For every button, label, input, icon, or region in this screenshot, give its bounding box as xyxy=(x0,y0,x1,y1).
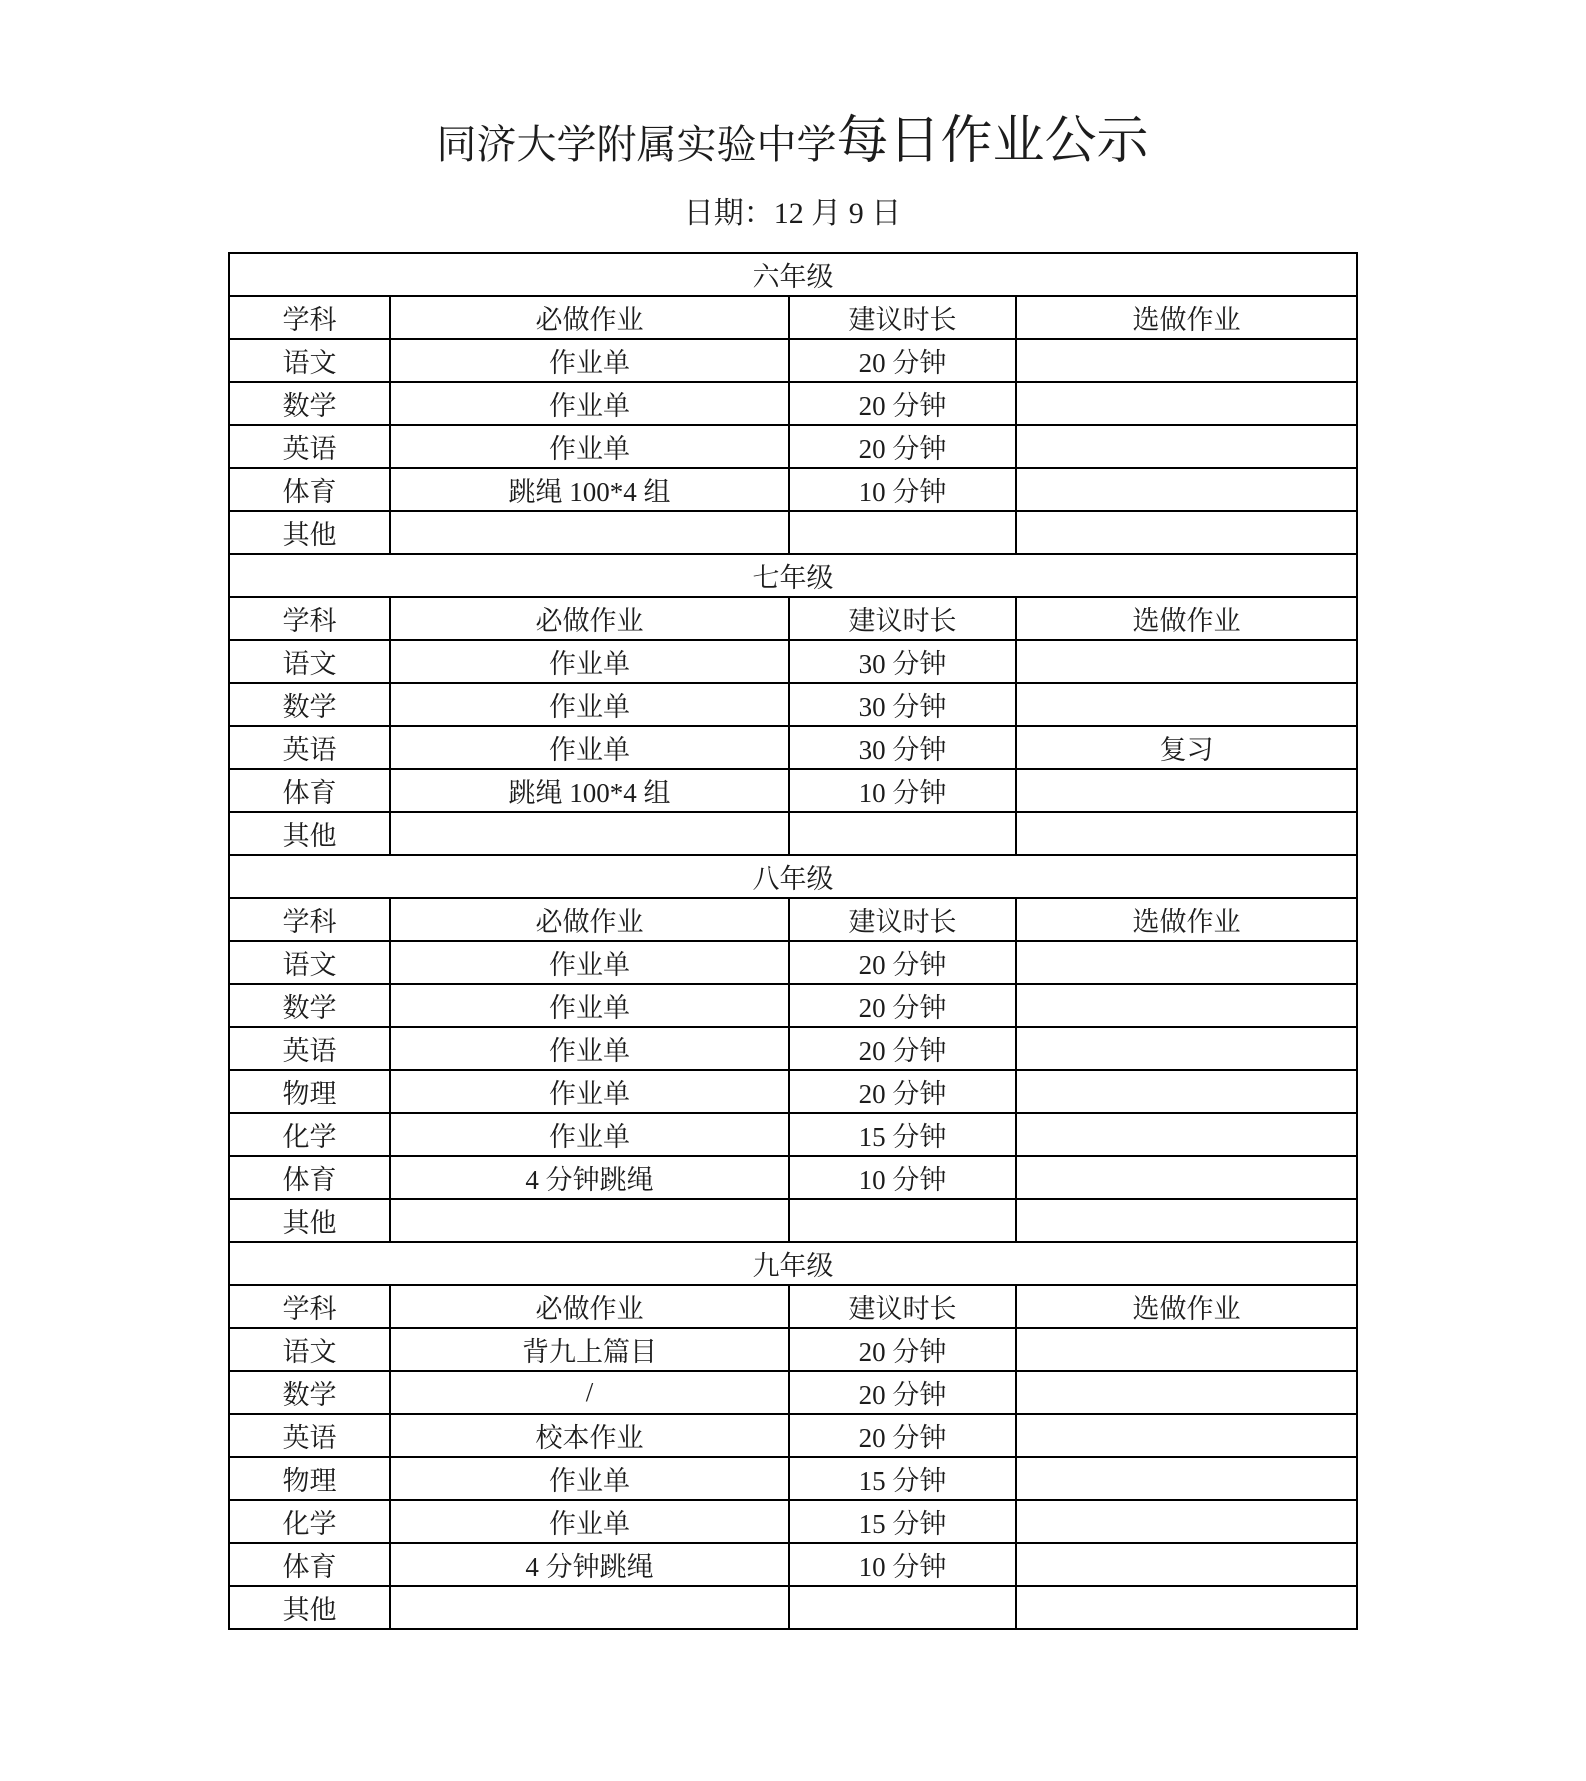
table-row xyxy=(229,1113,1357,1156)
cell-optional xyxy=(1016,769,1357,812)
column-header: 选做作业 xyxy=(1016,898,1357,941)
table-row xyxy=(229,1457,1357,1500)
cell-optional: 复习 xyxy=(1016,726,1357,769)
cell-required: 4 分钟跳绳 xyxy=(390,1156,789,1199)
page-title xyxy=(228,112,1357,172)
cell-subject: 英语 xyxy=(229,425,390,468)
cell-required xyxy=(390,1586,789,1629)
table-row xyxy=(229,1543,1357,1586)
cell-duration: 15 分钟 xyxy=(789,1500,1016,1543)
cell-optional xyxy=(1016,1586,1357,1629)
grade-section-row xyxy=(229,1242,1357,1285)
cell-duration: 20 分钟 xyxy=(789,425,1016,468)
cell-duration: 10 分钟 xyxy=(789,769,1016,812)
cell-subject: 语文 xyxy=(229,640,390,683)
column-header: 必做作业 xyxy=(390,296,789,339)
cell-duration: 15 分钟 xyxy=(789,1457,1016,1500)
table-row xyxy=(229,511,1357,554)
cell-required: 作业单 xyxy=(390,683,789,726)
table-row xyxy=(229,1371,1357,1414)
table-row xyxy=(229,726,1357,769)
cell-duration: 20 分钟 xyxy=(789,382,1016,425)
cell-subject: 体育 xyxy=(229,1156,390,1199)
cell-duration: 20 分钟 xyxy=(789,1027,1016,1070)
cell-required xyxy=(390,812,789,855)
column-header: 必做作业 xyxy=(390,898,789,941)
cell-subject: 物理 xyxy=(229,1457,390,1500)
cell-duration: 10 分钟 xyxy=(789,468,1016,511)
cell-required: / xyxy=(390,1371,789,1414)
cell-subject: 语文 xyxy=(229,339,390,382)
grade-section-title: 六年级 xyxy=(229,253,1357,296)
cell-subject: 英语 xyxy=(229,1414,390,1457)
cell-required: 作业单 xyxy=(390,425,789,468)
table-row xyxy=(229,339,1357,382)
column-header-row xyxy=(229,296,1357,339)
cell-subject: 数学 xyxy=(229,984,390,1027)
cell-duration: 20 分钟 xyxy=(789,984,1016,1027)
table-row xyxy=(229,1199,1357,1242)
cell-duration xyxy=(789,812,1016,855)
cell-required: 作业单 xyxy=(390,1457,789,1500)
cell-duration: 20 分钟 xyxy=(789,339,1016,382)
cell-required xyxy=(390,1199,789,1242)
cell-required: 背九上篇目 xyxy=(390,1328,789,1371)
cell-optional xyxy=(1016,339,1357,382)
homework-table xyxy=(228,252,1358,1630)
cell-subject: 数学 xyxy=(229,382,390,425)
cell-subject: 物理 xyxy=(229,1070,390,1113)
cell-required: 作业单 xyxy=(390,984,789,1027)
table-row xyxy=(229,1070,1357,1113)
grade-section-title: 九年级 xyxy=(229,1242,1357,1285)
cell-subject: 数学 xyxy=(229,1371,390,1414)
cell-optional xyxy=(1016,1027,1357,1070)
cell-subject: 语文 xyxy=(229,941,390,984)
column-header: 建议时长 xyxy=(789,1285,1016,1328)
cell-optional xyxy=(1016,425,1357,468)
cell-optional xyxy=(1016,683,1357,726)
cell-required: 作业单 xyxy=(390,1113,789,1156)
cell-optional xyxy=(1016,640,1357,683)
cell-optional xyxy=(1016,941,1357,984)
table-row xyxy=(229,683,1357,726)
column-header: 选做作业 xyxy=(1016,1285,1357,1328)
table-row xyxy=(229,425,1357,468)
cell-duration: 30 分钟 xyxy=(789,726,1016,769)
cell-subject: 体育 xyxy=(229,468,390,511)
cell-subject: 其他 xyxy=(229,511,390,554)
cell-required: 作业单 xyxy=(390,1070,789,1113)
cell-required: 4 分钟跳绳 xyxy=(390,1543,789,1586)
column-header: 学科 xyxy=(229,898,390,941)
table-row xyxy=(229,640,1357,683)
cell-duration: 20 分钟 xyxy=(789,1371,1016,1414)
date-line: 日期：12 月 9 日 xyxy=(683,196,902,230)
table-row xyxy=(229,1156,1357,1199)
table-row xyxy=(229,769,1357,812)
cell-required: 跳绳 100*4 组 xyxy=(390,769,789,812)
cell-duration: 30 分钟 xyxy=(789,683,1016,726)
cell-subject: 数学 xyxy=(229,683,390,726)
cell-duration: 15 分钟 xyxy=(789,1113,1016,1156)
cell-duration: 20 分钟 xyxy=(789,1070,1016,1113)
cell-subject: 体育 xyxy=(229,769,390,812)
table-row xyxy=(229,1586,1357,1629)
column-header: 学科 xyxy=(229,597,390,640)
cell-duration: 30 分钟 xyxy=(789,640,1016,683)
table-row xyxy=(229,1027,1357,1070)
cell-optional xyxy=(1016,812,1357,855)
cell-required: 作业单 xyxy=(390,1027,789,1070)
cell-duration xyxy=(789,1586,1016,1629)
cell-subject: 化学 xyxy=(229,1500,390,1543)
cell-optional xyxy=(1016,1070,1357,1113)
cell-subject: 语文 xyxy=(229,1328,390,1371)
column-header: 选做作业 xyxy=(1016,296,1357,339)
cell-subject: 英语 xyxy=(229,726,390,769)
cell-subject: 其他 xyxy=(229,812,390,855)
cell-required: 作业单 xyxy=(390,1500,789,1543)
cell-required: 作业单 xyxy=(390,941,789,984)
cell-subject: 体育 xyxy=(229,1543,390,1586)
cell-duration xyxy=(789,1199,1016,1242)
table-row xyxy=(229,812,1357,855)
table-row xyxy=(229,984,1357,1027)
cell-duration: 20 分钟 xyxy=(789,941,1016,984)
cell-optional xyxy=(1016,1328,1357,1371)
cell-optional xyxy=(1016,1457,1357,1500)
cell-optional xyxy=(1016,1371,1357,1414)
document-page xyxy=(228,0,1357,1630)
grade-section-title: 七年级 xyxy=(229,554,1357,597)
cell-subject: 英语 xyxy=(229,1027,390,1070)
table-row xyxy=(229,382,1357,425)
cell-optional xyxy=(1016,984,1357,1027)
column-header: 建议时长 xyxy=(789,898,1016,941)
cell-duration: 20 分钟 xyxy=(789,1414,1016,1457)
cell-required: 作业单 xyxy=(390,726,789,769)
column-header: 建议时长 xyxy=(789,296,1016,339)
cell-optional xyxy=(1016,1156,1357,1199)
column-header: 建议时长 xyxy=(789,597,1016,640)
grade-section-row xyxy=(229,253,1357,296)
cell-required xyxy=(390,511,789,554)
table-row xyxy=(229,1414,1357,1457)
table-row xyxy=(229,1500,1357,1543)
column-header: 必做作业 xyxy=(390,597,789,640)
cell-optional xyxy=(1016,468,1357,511)
column-header-row xyxy=(229,1285,1357,1328)
cell-required: 作业单 xyxy=(390,382,789,425)
column-header-row xyxy=(229,597,1357,640)
cell-subject: 其他 xyxy=(229,1586,390,1629)
title-main-text: 每日作业公示 xyxy=(836,113,1149,170)
cell-subject: 化学 xyxy=(229,1113,390,1156)
cell-optional xyxy=(1016,1543,1357,1586)
table-row xyxy=(229,1328,1357,1371)
cell-duration xyxy=(789,511,1016,554)
cell-optional xyxy=(1016,1113,1357,1156)
cell-optional xyxy=(1016,1414,1357,1457)
column-header-row xyxy=(229,898,1357,941)
grade-section-row xyxy=(229,855,1357,898)
cell-duration: 10 分钟 xyxy=(789,1543,1016,1586)
cell-required: 跳绳 100*4 组 xyxy=(390,468,789,511)
cell-optional xyxy=(1016,382,1357,425)
column-header: 学科 xyxy=(229,296,390,339)
column-header: 学科 xyxy=(229,1285,390,1328)
column-header: 必做作业 xyxy=(390,1285,789,1328)
cell-subject: 其他 xyxy=(229,1199,390,1242)
grade-section-row xyxy=(229,554,1357,597)
title-school-name: 同济大学附属实验中学 xyxy=(436,122,837,167)
cell-optional xyxy=(1016,511,1357,554)
cell-required: 作业单 xyxy=(390,339,789,382)
cell-required: 作业单 xyxy=(390,640,789,683)
table-row xyxy=(229,468,1357,511)
cell-optional xyxy=(1016,1199,1357,1242)
column-header: 选做作业 xyxy=(1016,597,1357,640)
cell-required: 校本作业 xyxy=(390,1414,789,1457)
cell-optional xyxy=(1016,1500,1357,1543)
cell-duration: 10 分钟 xyxy=(789,1156,1016,1199)
cell-duration: 20 分钟 xyxy=(789,1328,1016,1371)
grade-section-title: 八年级 xyxy=(229,855,1357,898)
table-row xyxy=(229,941,1357,984)
